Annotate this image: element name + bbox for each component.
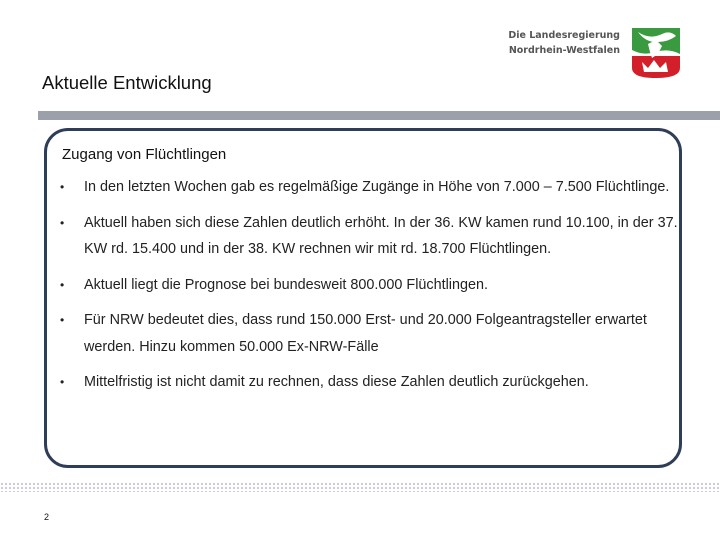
slide-title: Aktuelle Entwicklung [42, 72, 212, 93]
page-number: 2 [44, 512, 50, 522]
bullet-item: • In den letzten Wochen gab es regelmäßige Zugänge in Höhe von 7.000 – 7.500 Flüchtlinge. [58, 174, 678, 201]
dotted-footer-band [0, 482, 720, 492]
bullet-item: • Mittelfristig ist nicht damit zu rechnen, dass diese Zahlen deutlich zurückgehen. [58, 369, 678, 396]
logo-wordmark [508, 28, 620, 58]
section-heading: Zugang von Flüchtlingen [62, 146, 227, 163]
title-divider [38, 111, 720, 120]
bullet-item: • Aktuell liegt die Prognose bei bundesweit 800.000 Flüchtlingen. [58, 272, 678, 299]
logo-line-2: Nordrhein-Westfalen [508, 45, 620, 56]
bullet-item: • Für NRW bedeutet dies, dass rund 150.000 Erst- und 20.000 Folgeantragsteller erwartet werden. Hinzu kommen 50.000 Ex-NRW-Fälle [58, 307, 678, 360]
bullet-item: • Aktuell haben sich diese Zahlen deutlich erhöht. In der 36. KW kamen rund 10.100, in der 37. KW rd. 15.400 und in der 38. KW rechnen wir mit rd. 18.700 Flüchtlingen. [58, 210, 678, 263]
nrw-crest-icon [628, 24, 684, 80]
bullet-list [58, 174, 678, 405]
logo-line-1: Die Landesregierung [508, 30, 620, 41]
